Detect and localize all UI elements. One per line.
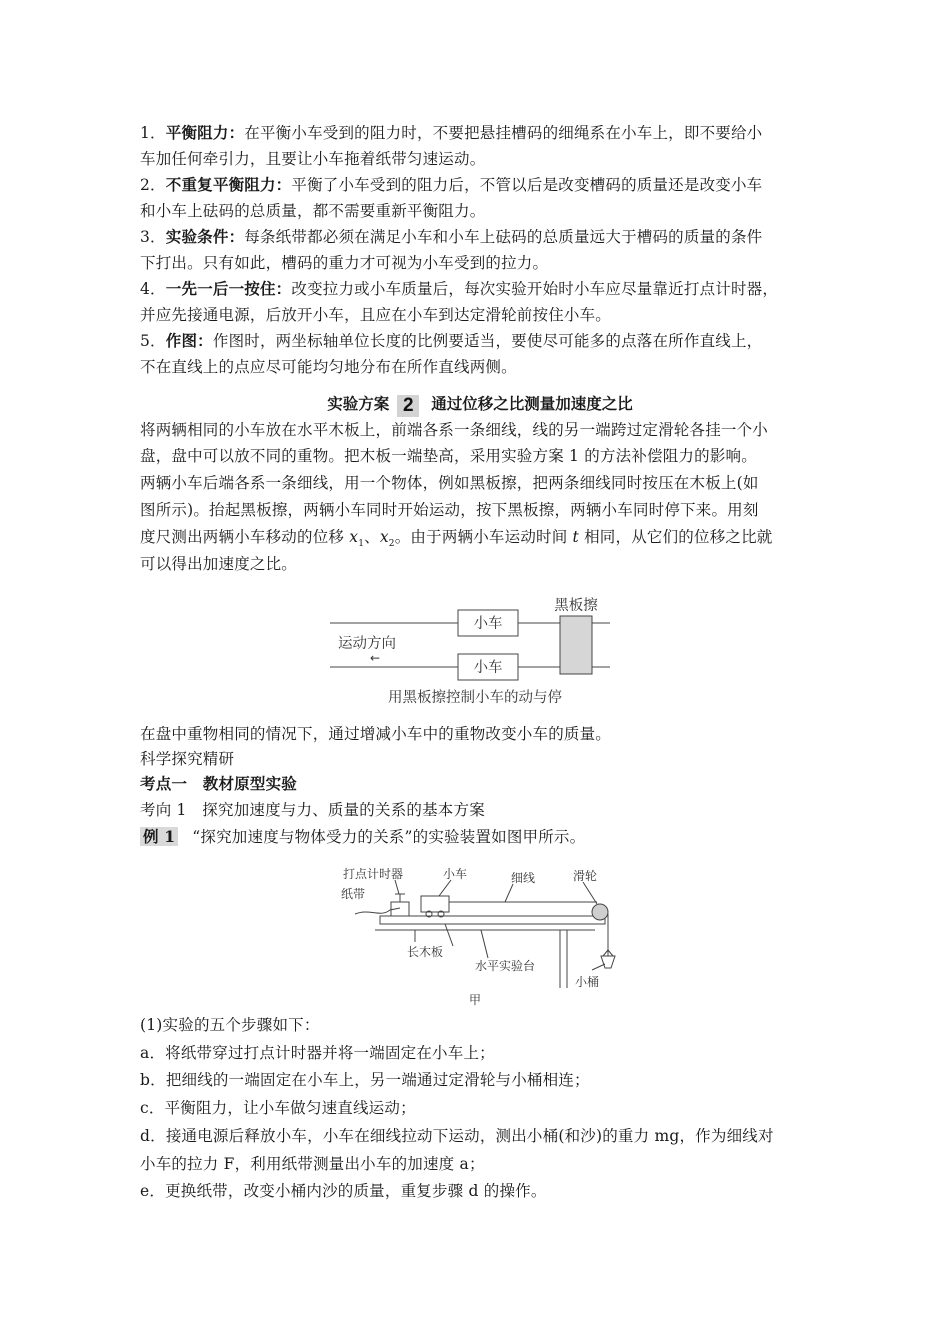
bucket-shape	[601, 956, 615, 968]
car-label: 小车	[443, 867, 468, 881]
scheme-2-title: 实验方案 2 通过位移之比测量加速度之比	[327, 394, 633, 416]
step-d-line-1: d．接通电源后释放小车，小车在细线拉动下运动，测出小桶(和沙)的重力 mg，作为细线对	[140, 1127, 774, 1145]
car-top-label: 小车	[473, 616, 503, 632]
rule-5-line-2: 不在直线上的点应尽可能均匀地分布在所作直线两侧。	[140, 358, 517, 376]
rule-3-line-1: 3．实验条件：每条纸带都必须在满足小车和小车上砝码的总质量远大于槽码的质量的条件	[140, 227, 763, 246]
section-heading: 科学探究精研	[140, 750, 235, 768]
step-e: e．更换纸带，改变小桶内沙的质量，重复步骤 d 的操作。	[140, 1182, 547, 1200]
rule-1-line-2: 车加任何牵引力，且要让小车拖着纸带匀速运动。	[140, 150, 486, 168]
pulley-wheel	[592, 904, 608, 920]
scheme-number-badge: 2	[397, 395, 419, 417]
step-d-line-2: 小车的拉力 F，利用纸带测量出小车的加速度 a；	[140, 1155, 485, 1173]
figure-2-caption: 甲	[468, 993, 482, 1007]
board-label: 长木板	[407, 945, 444, 959]
timer-label: 打点计时器	[343, 867, 404, 881]
rule-4-line-1: 4．一先一后一按住：改变拉力或小车质量后，每次实验开始时小车应尽量靠近打点计时器，	[140, 279, 779, 298]
table-label: 水平实验台	[475, 959, 536, 973]
step-a: a．将纸带穿过打点计时器并将一端固定在小车上；	[140, 1044, 495, 1062]
para-1-line-2: 盘，盘中可以放不同的重物。把木板一端垫高，采用实验方案 1 的方法补偿阻力的影响。	[140, 447, 757, 465]
rule-1-line-1: 1．平衡阻力：在平衡小车受到的阻力时，不要把悬挂槽码的细绳系在小车上，即不要给小	[140, 123, 763, 142]
rule-2-line-1: 2．不重复平衡阻力：平衡了小车受到的阻力后，不管以后是改变槽码的质量还是改变小车	[140, 175, 763, 194]
para-2-line-1: 两辆小车后端各系一条细线，用一个物体，例如黑板擦，把两条细线同时按压在木板上(如	[140, 474, 759, 492]
step-c: c．平衡阻力，让小车做匀速直线运动；	[140, 1099, 416, 1117]
direction-label: 运动方向	[338, 636, 396, 652]
bucket-label: 小桶	[575, 975, 600, 989]
rule-5-line-1: 5．作图：作图时，两坐标轴单位长度的比例要适当，要使尽可能多的点落在所作直线上，	[140, 331, 763, 350]
rule-3-line-2: 下打出。只有如此，槽码的重力才可视为小车受到的拉力。	[140, 254, 549, 272]
eraser-cart-figure	[330, 590, 620, 720]
kaodian-heading: 考点一 教材原型实验	[140, 774, 298, 793]
car-bottom-label: 小车	[473, 660, 503, 676]
para-2-line-4: 可以得出加速度之比。	[140, 555, 298, 573]
long-board	[380, 916, 605, 924]
tape-label: 纸带	[341, 887, 366, 901]
string-label: 细线	[511, 871, 536, 885]
example-1: 例 1 “探究加速度与物体受力的关系”的实验装置如图甲所示。	[140, 824, 820, 850]
rule-4-line-2: 并应先接通电源，后放开小车，且应在小车到达定滑轮前按住小车。	[140, 306, 612, 324]
rule-2-line-2: 和小车上砝码的总质量，都不需要重新平衡阻力。	[140, 202, 486, 220]
para-1-line-1: 将两辆相同的小车放在水平木板上，前端各系一条细线，线的另一端跨过定滑轮各挂一个小	[140, 421, 769, 439]
step-b: b．把细线的一端固定在小车上，另一端通过定滑轮与小桶相连；	[140, 1071, 590, 1089]
steps-intro: (1)实验的五个步骤如下：	[140, 1016, 320, 1034]
figure-1-caption: 用黑板擦控制小车的动与停	[388, 690, 562, 706]
para-2-line-2: 图所示)。抬起黑板擦，两辆小车同时开始运动，按下黑板擦，两辆小车同时停下来。用刻	[140, 501, 759, 519]
eraser-label: 黑板擦	[554, 598, 598, 614]
para-3: 在盘中重物相同的情况下，通过增减小车中的重物改变小车的质量。	[140, 725, 612, 743]
para-2-line-3: 度尺测出两辆小车移动的位移 $x_1$、$x_2$。由于两辆小车运动时间 t 相同，从它们的位移之比就	[140, 528, 773, 550]
paper-tape	[355, 908, 400, 914]
eraser-box	[560, 616, 592, 674]
apparatus-figure	[335, 858, 625, 1008]
example-tag: 例 1	[140, 827, 178, 846]
kaoxiang-heading: 考向 1 探究加速度与力、质量的关系的基本方案	[140, 801, 485, 819]
cart-body	[421, 896, 449, 912]
direction-arrow: ←	[370, 651, 381, 665]
pulley-label: 滑轮	[573, 869, 598, 883]
